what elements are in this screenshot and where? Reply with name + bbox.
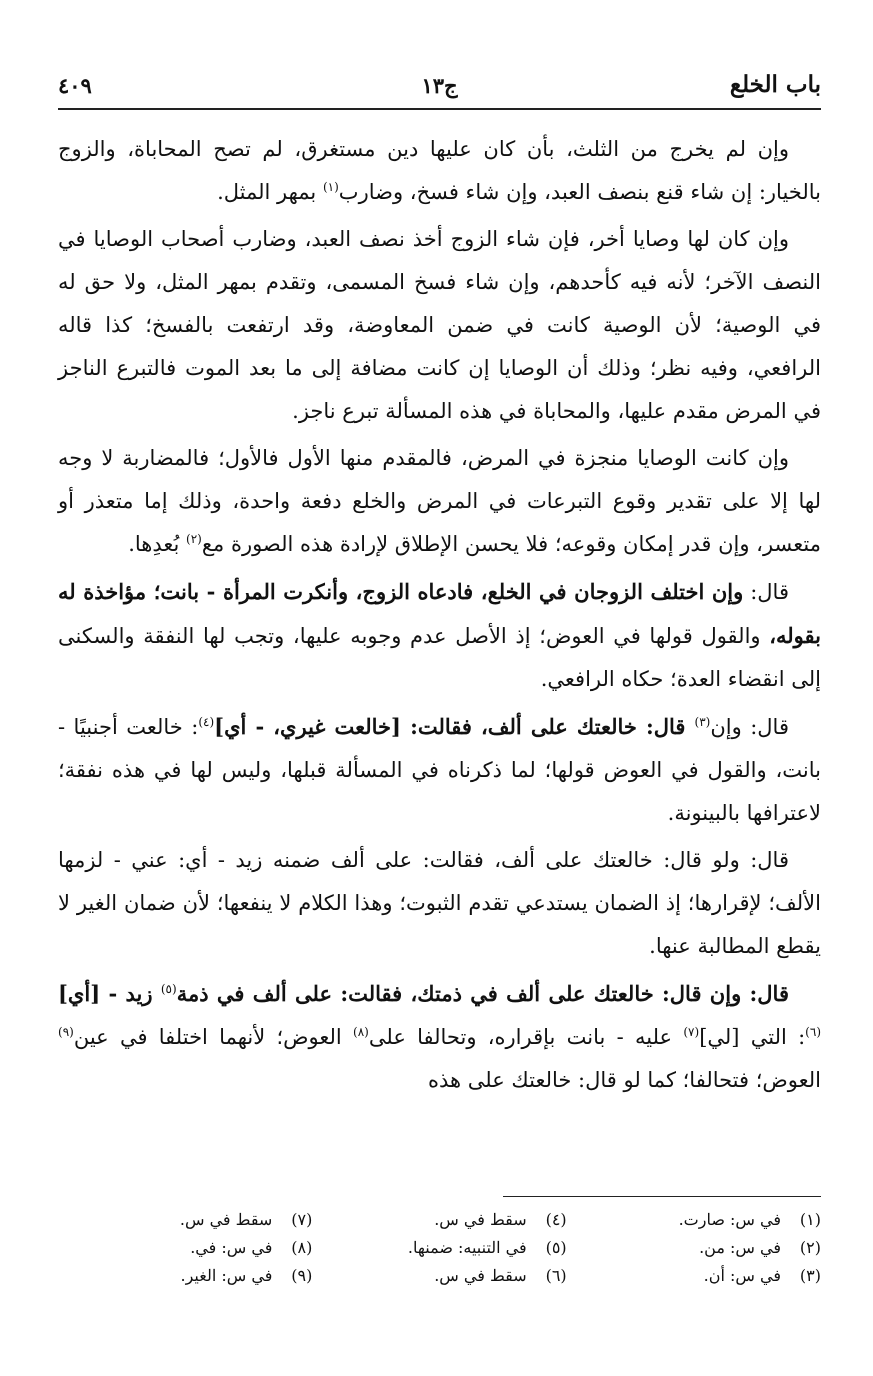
text-segment: قال: خالعتك على ألف، فقالت: [خالعت غيري، - أي] (214, 714, 695, 739)
footnote (58, 1206, 312, 1234)
text-segment: قال: وإن قال: خالعتك على ألف في ذمتك، فقالت: على ألف في ذمة (176, 981, 789, 1006)
footnote-marker: (٤) (198, 715, 215, 729)
text-segment: وإن كان لها وصايا أخر، فإن شاء الزوج أخذ نصف العبد، وضارب أصحاب الوصايا في النصف الآخر؛ لأنه فيه كأحدهم، وإن شاء فسخ المسمى، وتقدم بمهر المثل، ولا حق له في الوصية؛ لأن الوصية كانت في ضمن المعاوضة، وقد ارتفعت بالفسخ؛ كذا قاله الرافعي، وفيه نظر؛ وذلك أن الوصايا إن كانت مضافة إلى ما بعد الموت فالتبرع الناجز في المرض مقدم عليها، والمحاباة في هذه المسألة تبرع ناجز. (58, 227, 821, 423)
text-segment: : التي [لي] (699, 1025, 806, 1049)
footnote (58, 1262, 312, 1290)
paragraph (58, 437, 821, 566)
footnote-number: (٣) (799, 1266, 821, 1285)
footnotes (58, 1206, 821, 1290)
footnote (312, 1262, 566, 1290)
footnote (567, 1206, 821, 1234)
footnote (567, 1262, 821, 1290)
text-segment: وإن كانت الوصايا منجزة في المرض، فالمقدم منها الأول فالأول؛ فالمضاربة لا وجه لها إلا على تقدير وقوع التبرعات في المرض والخلع دفعة واحدة، وذلك إما متعذر أو متعسر، وإن قدر إمكان وقوعه؛ فلا يحسن الإطلاق لإرادة هذه الصورة مع (58, 446, 821, 556)
footnote (567, 1234, 821, 1262)
footnote (58, 1234, 312, 1262)
footnote (312, 1206, 566, 1234)
text-segment: وإن لم يخرج من الثلث، بأن كان عليها دين مستغرق، لم تصح المحاباة، والزوج بالخيار: إن شاء قنع بنصف العبد، وإن شاء فسخ، وضارب (58, 137, 821, 204)
paragraph (58, 570, 821, 701)
footnote-number: (٧) (291, 1210, 313, 1229)
footnote-number: (٩) (291, 1266, 313, 1285)
text-segment: العوض؛ فتحالفا؛ كما لو قال: خالعتك على هذه (427, 1068, 821, 1092)
text-segment: بمهر المثل. (217, 180, 323, 204)
footnote-text: سقط في س. (434, 1266, 527, 1285)
footnote-number: (٨) (291, 1238, 313, 1257)
text-segment: والقول قولها في العوض؛ إذ الأصل عدم وجوبه عليها، وتجب لها النفقة والسكنى إلى انقضاء العدة؛ حكاه الرافعي. (58, 624, 821, 691)
paragraph (58, 128, 821, 214)
paragraph (58, 972, 821, 1102)
chapter-title: باب الخلع (729, 71, 821, 98)
footnote-number: (٤) (545, 1210, 567, 1229)
footnote-marker: (٩) (58, 1025, 74, 1039)
paragraph (58, 839, 821, 968)
text-segment: وإن اختلف الزوجان في الخلع، فادعاه الزوج، وأنكرت المرأة - بانت؛ مؤاخذة له بقوله، (58, 579, 821, 648)
text-segment: العوض؛ لأنهما اختلفا في عين (73, 1025, 354, 1049)
volume-label: ج١٣ (421, 73, 458, 98)
footnote-text: في التنبيه: ضمنها. (407, 1238, 527, 1257)
text-segment: قال: ولو قال: خالعتك على ألف، فقالت: على ألف ضمنه زيد - أي: عني - لزمها الألف؛ لإقرارها؛ إذ الضمان يستدعي تقدم الثبوت؛ وهذا الكلام لا ينفعها؛ لأن ضمان الغير لا يقطع المطالبة عنها. (58, 848, 821, 958)
footnote-number: (٦) (545, 1266, 567, 1285)
footnote-marker: (٢) (186, 532, 202, 546)
footnote-marker: (٦) (805, 1025, 821, 1039)
footnote-number: (٢) (799, 1238, 821, 1257)
paragraph (58, 218, 821, 433)
footnote (312, 1234, 566, 1262)
footnote-text: في س: في. (190, 1238, 273, 1257)
footnote-text: سقط في س. (179, 1210, 273, 1229)
footnote-separator (503, 1196, 821, 1197)
text-segment: بُعدِها. (128, 532, 187, 556)
footnote-text: في س: أن. (703, 1266, 781, 1285)
text-segment: قال: (743, 580, 789, 604)
page-number: ٤٠٩ (58, 73, 92, 98)
footnote-text: في س: صارت. (678, 1210, 781, 1229)
footnote-text: في س: الغير. (180, 1266, 273, 1285)
page-header (58, 62, 821, 110)
footnote-number: (٥) (545, 1238, 567, 1257)
text-segment: زيد - [أي] (58, 981, 161, 1006)
footnote-marker: (٥) (160, 982, 177, 996)
footnote-text: في س: من. (699, 1238, 781, 1257)
text-segment: قال: وإن (710, 715, 789, 739)
footnote-marker: (٧) (683, 1025, 700, 1039)
paragraph (58, 705, 821, 835)
footnote-marker: (٨) (353, 1025, 369, 1039)
body-text (58, 128, 821, 1102)
footnote-marker: (١) (322, 180, 339, 194)
footnote-marker: (٣) (694, 715, 711, 729)
footnote-text: سقط في س. (434, 1210, 527, 1229)
text-segment: عليه - بانت بإقراره، وتحالفا على (368, 1025, 684, 1049)
text-segment: : خالعت أجنبيًا - بانت، والقول في العوض قولها؛ لما ذكرناه في المسألة قبلها، وليس لها في هذه نفقة؛ لاعترافها بالبينونة. (58, 715, 821, 825)
footnote-number: (١) (799, 1210, 821, 1229)
